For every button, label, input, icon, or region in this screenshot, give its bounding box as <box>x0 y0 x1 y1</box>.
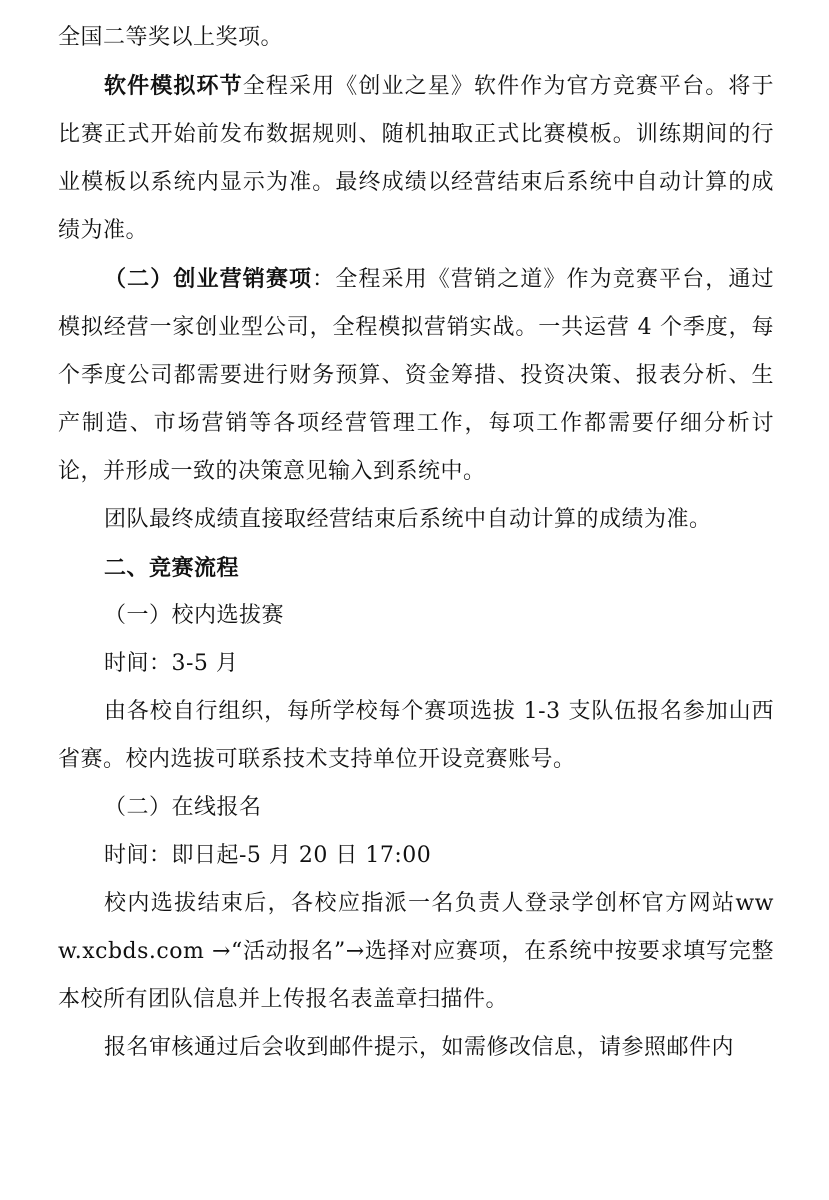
registration-note: 报名审核通过后会收到邮件提示，如需修改信息，请参照邮件内 <box>104 1035 735 1060</box>
software-simulation-label: 软件模拟环节 <box>104 73 243 99</box>
paragraph-marketing-track <box>58 255 774 496</box>
paragraph-award: 全国二等奖以上奖项。 <box>58 25 284 50</box>
registration-time: 时间：即日起-5 月 20 日 17:00 <box>104 843 432 868</box>
software-simulation-text: 全程采用《创业之星》软件作为官方竞赛平台。将于比赛正式开始前发布数据规则、随机抽取正式比赛模板。训练期间的行业模板以系统内显示为准。最终成绩以经营结束后系统中自动计算的成绩为准。 <box>58 74 774 243</box>
section-heading-process: 二、竞赛流程 <box>104 555 240 581</box>
selection-time: 时间：3-5 月 <box>104 651 239 676</box>
subsection-title-selection: （一）校内选拔赛 <box>104 603 285 628</box>
marketing-track-text: ：全程采用《营销之道》作为竞赛平台，通过模拟经营一家创业型公司，全程模拟营销实战。一共运营 4 个季度，每个季度公司都需要进行财务预算、资金筹措、投资决策、报表分析、生产制造、市场营销等各项经营管理工作，每项工作都需要仔细分析讨论，并形成一致的决策意见输入到系统中。 <box>58 267 774 484</box>
paragraph-software-simulation <box>58 62 774 255</box>
marketing-track-label: （二）创业营销赛项 <box>104 266 313 292</box>
selection-body: 由各校自行组织，每所学校每个赛项选拔 1-3 支队伍报名参加山西省赛。校内选拔可联系技术支持单位开设竞赛账号。 <box>58 699 774 772</box>
subsection-title-registration: （二）在线报名 <box>104 795 262 820</box>
paragraph-final-score: 团队最终成绩直接取经营结束后系统中自动计算的成绩为准。 <box>104 507 712 532</box>
registration-body: 校内选拔结束后，各校应指派一名负责人登录学创杯官方网站www.xcbds.com →“活动报名”→选择对应赛项，在系统中按要求填写完整本校所有团队信息并上传报名表盖章扫描件。 <box>58 891 774 1012</box>
document-page <box>58 14 774 1072</box>
